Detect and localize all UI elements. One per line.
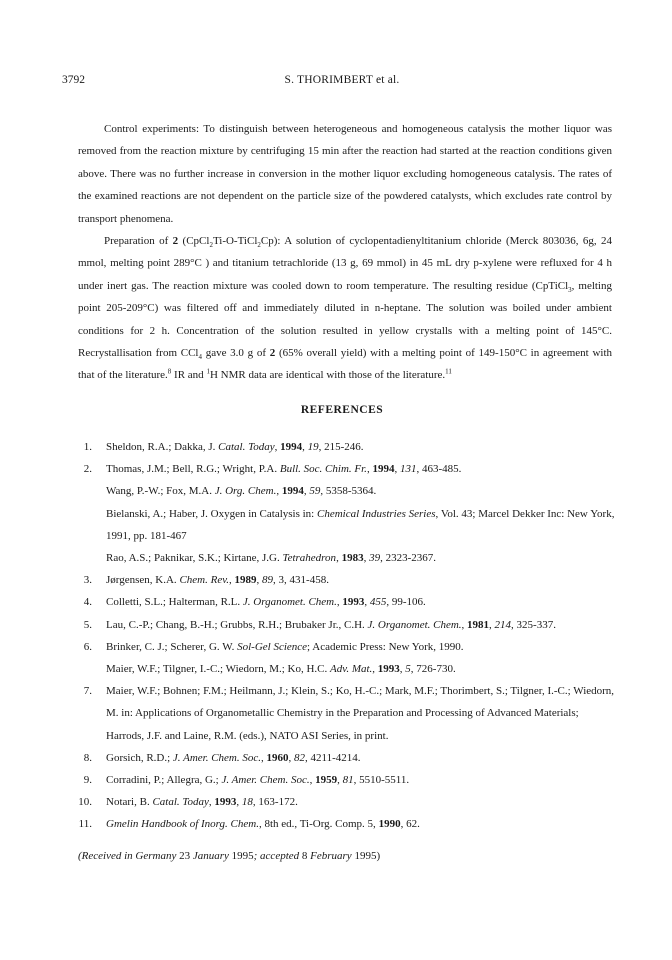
received-note: (Received in Germany 23 January 1995; accepted 8 February 1995)	[78, 850, 381, 862]
reference-item	[78, 680, 618, 747]
reference-citation: Sheldon, R.A.; Dakka, J. Catal. Today, 1994, 19, 215-246.	[106, 441, 364, 453]
reference-item	[78, 813, 618, 835]
reference-citation: Maier, W.F.; Tilgner, I.-C.; Wiedorn, M.; Ko, H.C. Adv. Mat., 1993, 5, 726-730.	[106, 663, 456, 676]
reference-citation: Rao, A.S.; Paknikar, S.K.; Kirtane, J.G. Tetrahedron, 1983, 39, 2323-2367.	[106, 552, 436, 565]
reference-number: 5.	[83, 618, 92, 631]
reference-item	[78, 591, 618, 613]
reference-number: 6.	[83, 640, 92, 653]
body-text	[78, 118, 612, 387]
running-head: S. THORIMBERT et al.	[284, 74, 400, 86]
reference-number: 1.	[83, 441, 92, 453]
reference-number: 9.	[83, 774, 92, 787]
reference-citation: Wang, P.-W.; Fox, M.A. J. Org. Chem., 1994, 59, 5358-5364.	[106, 485, 377, 498]
references-heading: REFERENCES	[300, 404, 384, 416]
reference-citation: Brinker, C. J.; Scherer, G. W. Sol-Gel Science; Academic Press: New York, 1990.	[106, 640, 464, 653]
reference-citation: Gorsich, R.D.; J. Amer. Chem. Soc., 1960, 82, 4211-4214.	[106, 751, 361, 764]
reference-number: 11.	[78, 818, 92, 831]
reference-citation: Gmelin Handbook of Inorg. Chem., 8th ed., Ti-Org. Comp. 5, 1990, 62.	[106, 818, 420, 831]
reference-item	[78, 569, 618, 591]
reference-item	[78, 747, 618, 769]
reference-item	[78, 636, 618, 680]
reference-citation: Notari, B. Catal. Today, 1993, 18, 163-172.	[106, 796, 298, 809]
reference-number: 8.	[83, 751, 92, 764]
reference-number: 4.	[83, 596, 92, 609]
reference-number: 10.	[78, 796, 92, 809]
reference-number: 7.	[83, 685, 92, 698]
reference-citation: Thomas, J.M.; Bell, R.G.; Wright, P.A. Bull. Soc. Chim. Fr., 1994, 131, 463-485.	[106, 463, 462, 476]
reference-item	[78, 769, 618, 791]
page-header	[62, 74, 622, 90]
reference-citation: Corradini, P.; Allegra, G.; J. Amer. Chem. Soc., 1959, 81, 5510-5511.	[106, 774, 410, 787]
page-number: 3792	[62, 74, 85, 86]
reference-citation: Bielanski, A.; Haber, J. Oxygen in Catalysis in: Chemical Industries Series, Vol. 43; Marcel Dekker Inc: New York, 1991, pp. 181-467	[106, 507, 615, 542]
reference-list	[78, 436, 618, 836]
reference-number: 3.	[83, 574, 92, 587]
reference-number: 2.	[83, 463, 92, 476]
reference-citation: Lau, C.-P.; Chang, B.-H.; Grubbs, R.H.; Brubaker Jr., C.H. J. Organomet. Chem., 1981, 214, 325-337.	[106, 618, 556, 631]
paragraph-preparation: Preparation of 2 (CpCl$_2$Ti-O-TiCl$_2$Cp): A solution of cyclopentadienyltitanium chloride (Merck 803036, 6g, 24 mmol, melting point 289°C ) and titanium tetrachloride (13 g, 69 mmol) in 45 mL dry p-xylene were refluxed for 4 h under inert gas. The reaction mixture was cooled down to room temperature. The resulting residue (CpTiCl$_3$, melting point 205-209°C) was filtered off and immediately diluted in n-heptane. The solution was boiled under ambient conditions for 2 h. Concentration of the solution resulted in yellow crystalls with a melting point of 145°C. Recrystallisation from CCl$_4$ gave 3.0 g of 2 (65% overall yield) with a melting point of 149-150°C in agreement with that of the literature.$^8$ IR and $^1$H NMR data are identical with those of the literature.$^{11}$	[78, 235, 612, 382]
reference-citation: Jørgensen, K.A. Chem. Rev., 1989, 89, 3, 431-458.	[106, 574, 329, 587]
paragraph-control-experiments: Control experiments: To distinguish between heterogeneous and homogeneous catalysis the mother liquor was removed from the reaction mixture by centrifuging 15 min after the reaction had started at the reaction conditions given above. There was no further increase in conversion in the mother liquor excluding homogeneous catalysis. The rates of the examined reactions are not dependent on the particle size of the powdered catalysts, which excludes rate control by transport phenomena.	[78, 123, 612, 225]
reference-item	[78, 614, 618, 636]
reference-citation: Maier, W.F.; Bohnen; F.M.; Heilmann, J.; Klein, S.; Ko, H.-C.; Mark, M.F.; Thorimbert, S.; Tilgner, I.-C.; Wiedorn, M. in: Applications of Organometallic Chemistry in the Preparation and Processing of Advanced Materials; Harrods, J.F. and Laine, R.M. (eds.), NATO ASI Series, in print.	[106, 685, 615, 742]
reference-citation: Colletti, S.L.; Halterman, R.L. J. Organomet. Chem., 1993, 455, 99-106.	[106, 596, 426, 609]
reference-item	[78, 791, 618, 813]
reference-item	[78, 436, 618, 458]
reference-item	[78, 458, 618, 569]
